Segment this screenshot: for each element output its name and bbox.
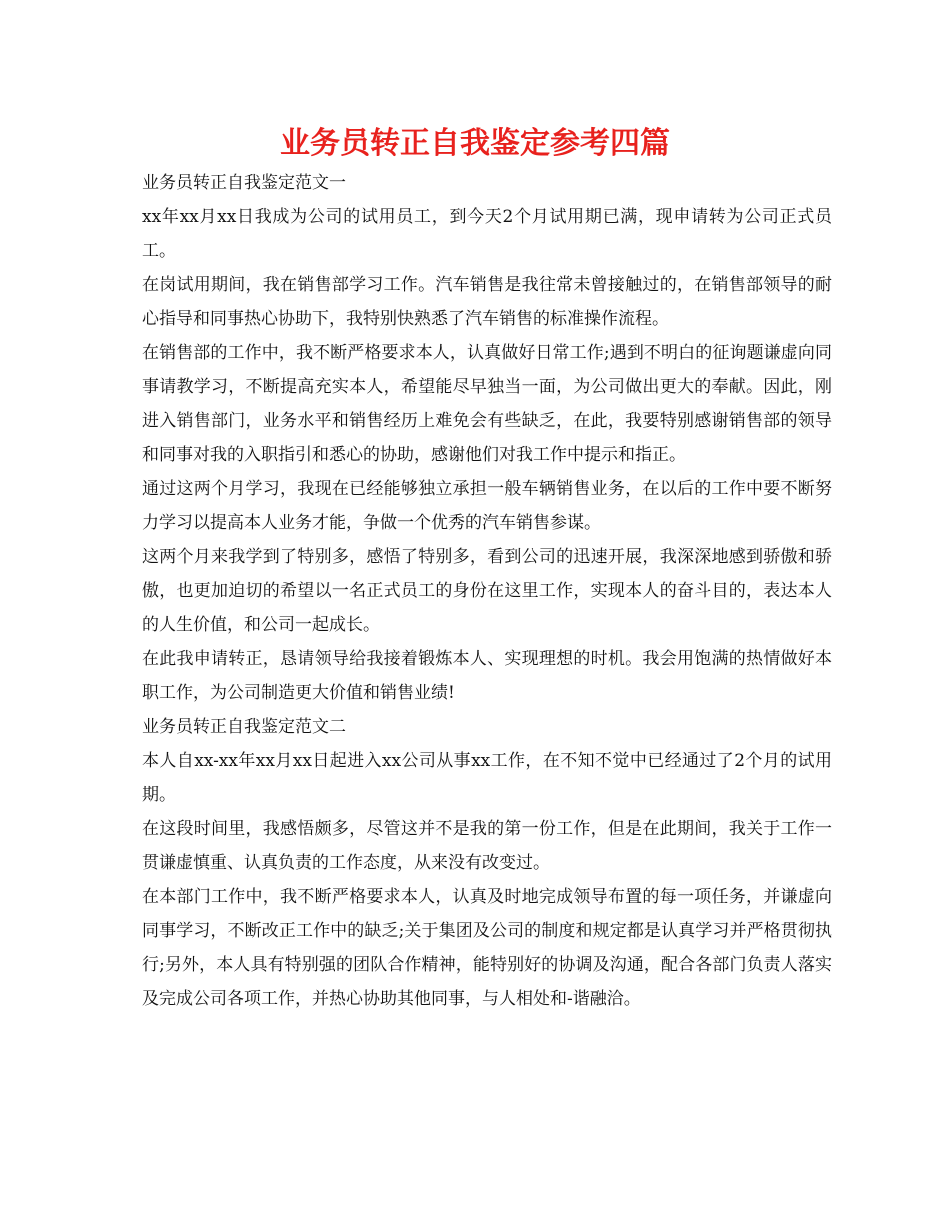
paragraph: 这两个月来我学到了特别多，感悟了特别多，看到公司的迅速开展，我深深地感到骄傲和骄傲，也更加迫切的希望以一名正式员工的身份在这里工作，实现本人的奋斗目的，表达本人的人生价值，和公司一起成长。 (142, 547, 832, 635)
paragraph: 在岗试用期间，我在销售部学习工作。汽车销售是我往常未曾接触过的，在销售部领导的耐心指导和同事热心协助下，我特别快熟悉了汽车销售的标准操作流程。 (142, 275, 832, 329)
paragraph: 通过这两个月学习，我现在已经能够独立承担一般车辆销售业务，在以后的工作中要不断努力学习以提高本人业务才能，争做一个优秀的汽车销售参谋。 (142, 479, 832, 533)
paragraph: 在销售部的工作中，我不断严格要求本人，认真做好日常工作;遇到不明白的征询题谦虚向同事请教学习，不断提高充实本人，希望能尽早独当一面，为公司做出更大的奉献。因此，刚进入销售部门，业务水平和销售经历上难免会有些缺乏，在此，我要特别感谢销售部的领导和同事对我的入职指引和悉心的协助，感谢他们对我工作中提示和指正。 (142, 343, 832, 465)
paragraph: 在这段时间里，我感悟颇多，尽管这并不是我的第一份工作，但是在此期间，我关于工作一贯谦虚慎重、认真负责的工作态度，从来没有改变过。 (142, 819, 832, 873)
section-heading-1: 业务员转正自我鉴定范文一 (142, 173, 346, 193)
document-body (142, 166, 832, 1016)
section-heading-2: 业务员转正自我鉴定范文二 (142, 717, 346, 737)
paragraph: 本人自xx-xx年xx月xx日起进入xx公司从事xx工作，在不知不觉中已经通过了2个月的试用期。 (142, 751, 832, 805)
paragraph: 在本部门工作中，我不断严格要求本人，认真及时地完成领导布置的每一项任务，并谦虚向同事学习，不断改正工作中的缺乏;关于集团及公司的制度和规定都是认真学习并严格贯彻执行;另外，本人具有特别强的团队合作精神，能特别好的协调及沟通，配合各部门负责人落实及完成公司各项工作，并热心协助其他同事，与人相处和-谐融洽。 (142, 887, 832, 1009)
document-title: 业务员转正自我鉴定参考四篇 (280, 126, 670, 161)
paragraph: xx年xx月xx日我成为公司的试用员工，到今天2个月试用期已满，现申请转为公司正式员工。 (142, 207, 832, 261)
paragraph: 在此我申请转正，恳请领导给我接着锻炼本人、实现理想的时机。我会用饱满的热情做好本职工作，为公司制造更大价值和销售业绩! (142, 649, 832, 703)
